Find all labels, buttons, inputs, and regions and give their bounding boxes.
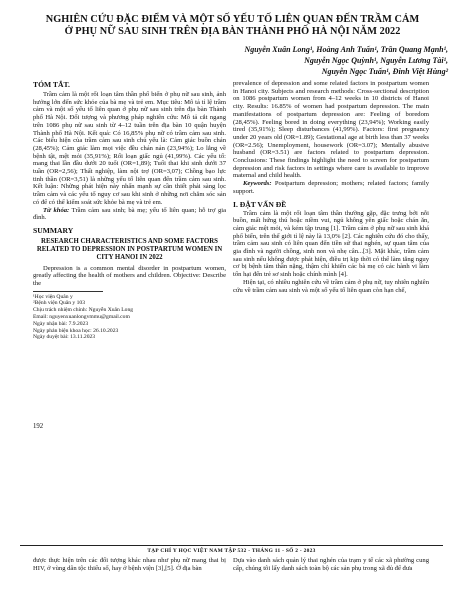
abstract-vietnamese: Trầm cảm là một rối loạn tâm thần phổ biến ở phụ nữ sau sinh, ảnh hưởng lớn đến sức khỏe của bà mẹ và trẻ em. Mục tiêu: Mô tả tỉ lệ trầm cảm và một số yếu tố liên quan ở phụ nữ sau sinh trên địa bàn Thành phố Hà Nội. Đối tượng và phương pháp nghiên cứu: Mô tả cắt ngang trên 1086 phụ nữ sau sinh từ 4–12 tuần trên địa bàn 10 quận huyện Thành phố Hà Nội. Kết quả: Có 16,85% phụ nữ có trầm cảm sau sinh. Các biểu hiện của trầm cảm sau sinh chủ yếu là: Cảm giác buồn chán (28,45%); Cảm giác làm mọi việc đều chán nản (23,94%); Lo lắng về bệnh tật, mệt mỏi (35,91%); Rối loạn giấc ngủ (41,99%). Các yếu tố: mang thai lần đầu dưới 20 tuổi (OR=1,89); Tuổi thai khi sinh dưới 37 tuần (OR=2,56); Thất nghiệp, làm nội trợ (OR=3,07); Chồng bạo lực tinh thần (OR=3,51) là những yếu tố liên quan đến trầm cảm sau sinh. Kết luận: Những phát hiện này nhấn mạnh sự cần thiết phải sàng lọc trầm cảm và các yếu tố nguy cơ sau khi sinh ở những nơi chăm sóc sản có để có thể kiểm soát sức khỏe bà mẹ và trẻ em. xyxy=(33,91,226,206)
article-title xyxy=(30,14,435,38)
next-page-right-text: Dựa vào danh sách quản lý thai nghén của trạm y tế các xã phường cung cấp, chúng tôi lấy danh sách toàn bộ các sản phụ trong xã đủ để đưa xyxy=(233,557,429,572)
introduction-paragraph-2: Hiện tại, có nhiều nghiên cứu về trầm cảm ở phụ nữ, tuy nhiên nghiên cứu về trầm cảm sau sinh và một số yếu tố liên quan còn hạn chế, xyxy=(233,278,429,294)
title-line-1: NGHIÊN CỨU ĐẶC ĐIỂM VÀ MỘT SỐ YẾU TỐ LIÊN QUAN ĐẾN TRẦM CẢM xyxy=(45,14,420,25)
footnote-affiliation-2: ²Bệnh viện Quân y 103 xyxy=(33,300,86,307)
authors-line-1: Nguyễn Xuân Long¹, Hoàng Anh Tuấn¹, Trần Quang Mạnh¹, xyxy=(244,45,448,54)
footnote-divider xyxy=(33,291,103,292)
footnote-corresponding: Chịu trách nhiệm chính: Nguyễn Xuân Long xyxy=(33,307,134,314)
footnote-affiliation-1: ¹Học viện Quân y xyxy=(33,293,73,300)
footnotes xyxy=(33,294,226,342)
keywords-label: Từ khóa: xyxy=(43,206,70,214)
left-column xyxy=(33,80,226,341)
footnote-accepted: Ngày duyệt bài: 13.11.2023 xyxy=(33,334,96,341)
footnote-email: Email: nguyenxuanlongvmmu@gmail.com xyxy=(33,314,130,321)
introduction-paragraph-1: Trầm cảm là một rối loạn tâm thần thường gặp, đặc trưng bởi nỗi buồn, mất hứng thú hoặc niềm vui, ngủ không yên giấc hoặc chán ăn, cảm giác mệt mỏi, và kém tập trung [1]. Trầm cảm ở phụ nữ sau sinh khá phổ biến, trên thế giới tỉ lệ này là 13,0% [2]. Các nghiên cứu đó cho thấy, trầm cảm sau sinh có liên quan đến tiền sử thai nghén, sự quan tâm của gia đình và người chồng, sinh non và nhẹ cân...[3]. Mặt khác, trầm cảm sau sinh nếu không được phát hiện, điều trị kịp thời có thể làm tăng nguy cơ bị bệnh tâm thần nặng, thậm chí khiến các bà mẹ có các hành vi làm tổn hại đến trẻ sơ sinh hoặc chính mình [4]. xyxy=(233,209,429,279)
english-abstract-continued: prevalence of depression and some related factors in postpartum women in Hanoi city. Subjects and research methods: Cross-sectional description on 1086 postpartum women from 4–12 weeks in 10 districts of Hanoi city. Results: 16.85% of women had postpartum depression. The main manifestations of postpartum depression are: Feeling of boredom (28,45%). Feeling bored in doing everything (23,94%); Working easily tired (35,91%); Sleep disturbances (41,99%). Factors: first pregnancy under 20 years old (OR=1.89); Gestational age at birth less than 37 weeks (OR=2.56); Unemployment, housework (OR=3.07); Mentally abusive husband (OR=3.51) are factors related to postpartum depression. Conclusions: These findings highlight the need to screen for postpartum depression and risk factors in settings where care is available to improve maternal and child health. xyxy=(233,80,429,180)
author-list xyxy=(150,44,448,77)
abstract-heading: TÓM TẮT. xyxy=(33,80,70,89)
footnote-received: Ngày nhận bài: 7.9.2023 xyxy=(33,320,89,327)
keywords-english xyxy=(233,180,429,195)
page-number: 192 xyxy=(33,423,44,430)
english-abstract-start: Depression is a common mental disorder in postpartum women, greatly affecting the health of mothers and children. Objective: Describe the xyxy=(33,264,226,287)
introduction-heading: I. ĐẶT VẤN ĐỀ xyxy=(233,199,287,209)
next-page-left-text: được thực hiện trên các đối tượng khác nhau như phụ nữ mang thai bị HIV, ở vùng dân tộc thiểu số, hay ở bệnh viện [3],[5]. Ở địa bàn xyxy=(33,557,226,572)
journal-footer: TẠP CHÍ Y HỌC VIỆT NAM TẬP 532 - THÁNG 11 - SỐ 2 - 2023 xyxy=(20,545,443,554)
keywords-en-text: Postpartum depression; mothers; related factors; family support. xyxy=(233,180,429,195)
authors-line-3: Nguyễn Ngọc Tuấn¹, Đinh Việt Hùng² xyxy=(321,67,448,76)
keywords-en-label: Keywords: xyxy=(243,180,272,188)
authors-line-2: Nguyễn Ngọc Quỳnh¹, Nguyễn Lương Tài¹, xyxy=(304,56,448,65)
keywords-vietnamese xyxy=(33,207,226,222)
footnote-reviewed: Ngày phản biện khoa học: 26.10.2023 xyxy=(33,327,119,334)
summary-heading: SUMMARY xyxy=(33,225,74,235)
keywords-text: Trầm cảm sau sinh; bà mẹ; yếu tố liên quan; hỗ trợ gia đình. xyxy=(33,206,227,222)
right-column xyxy=(233,80,429,294)
title-line-2: Ở PHỤ NỮ SAU SINH TRÊN ĐỊA BÀN THÀNH PHỐ HÀ NỘI NĂM 2022 xyxy=(64,26,401,37)
english-title: RESEARCH CHARACTERISTICS AND SOME FACTORS RELATED TO DEPRESSION IN POSTPARTUM WOMEN IN CITY HANOI IN 2022 xyxy=(36,237,223,262)
